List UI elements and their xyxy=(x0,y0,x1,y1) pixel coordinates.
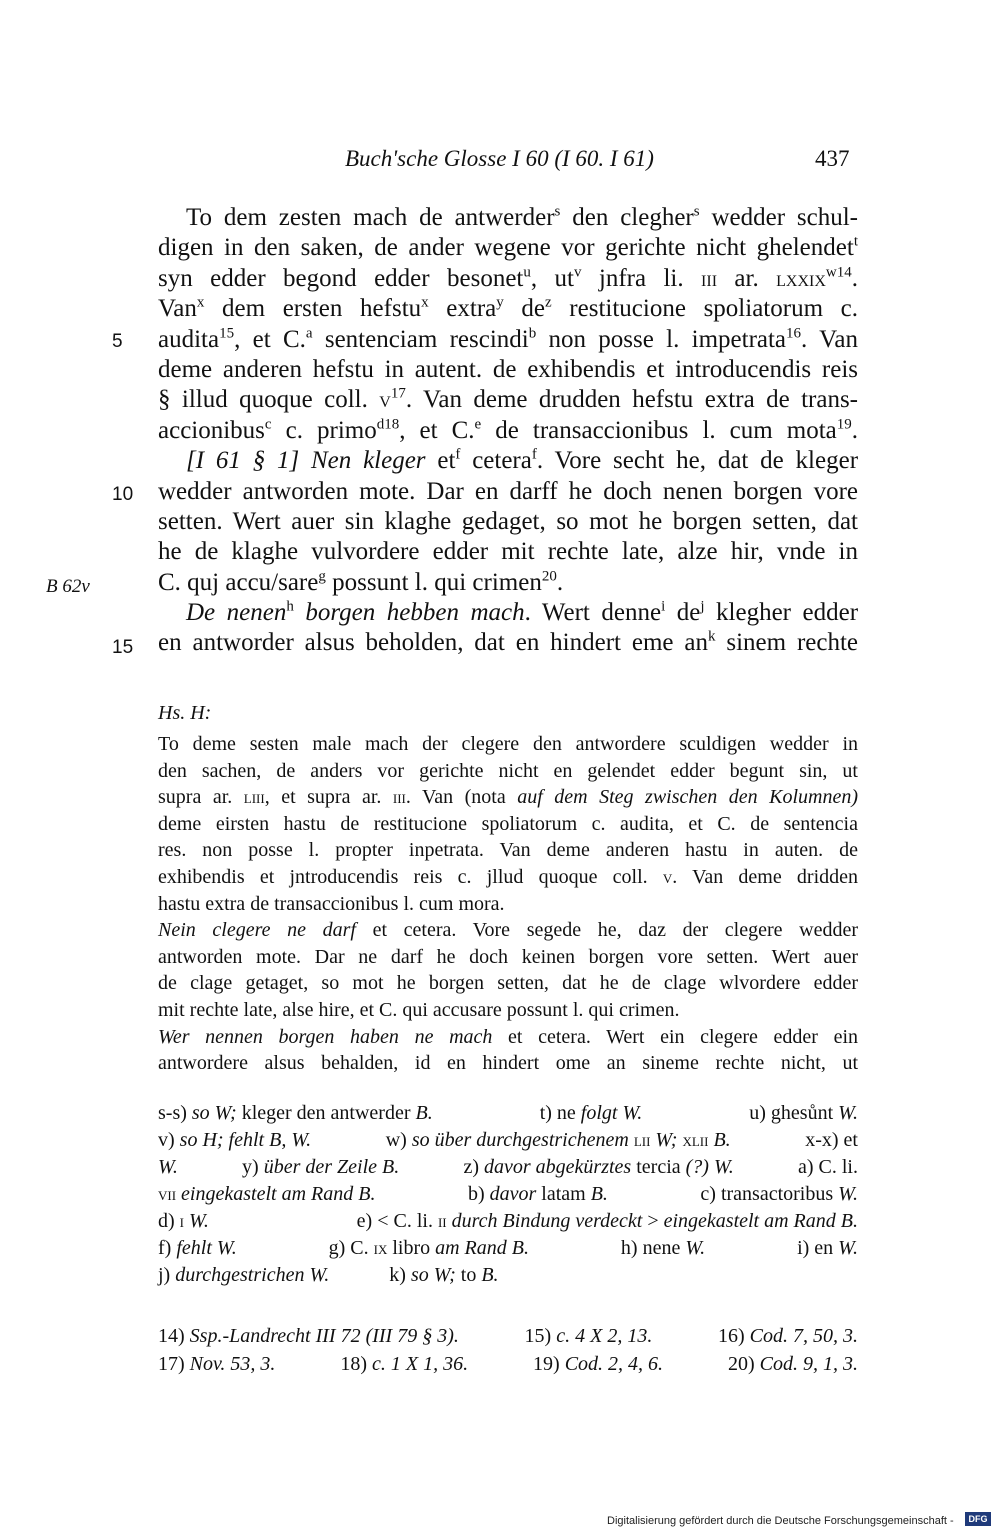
footnote: s-s) so W; kleger den antwerder B. xyxy=(158,1102,433,1124)
note-line xyxy=(158,1235,858,1262)
note-line xyxy=(158,1262,858,1289)
footnote: z) davor abgekürztes tercia (?) W. xyxy=(463,1156,734,1178)
reference-line xyxy=(158,1350,858,1378)
footnote: g) C. ix libro am Rand B. xyxy=(328,1237,529,1259)
text-line: Nein clegere ne darf et cetera. Vore segede he, daz der clegere wedder xyxy=(158,919,858,942)
line-number: 10 xyxy=(112,484,134,505)
footnote: c) transactoribus W. xyxy=(700,1183,858,1205)
reference: 17) Nov. 53, 3. xyxy=(158,1353,276,1375)
manuscript-h-section xyxy=(158,700,858,1077)
reference: 18) c. 1 X 1, 36. xyxy=(340,1353,469,1375)
reference: 15) c. 4 X 2, 13. xyxy=(524,1325,653,1347)
reference: 19) Cod. 2, 4, 6. xyxy=(533,1353,664,1375)
critical-apparatus xyxy=(158,1100,858,1289)
text-line: den sachen, de anders vor gerichte nicht en gelendet edder begunt sin, ut xyxy=(158,759,858,782)
text-line: digen in den saken, de ander wegene vor gerichte nicht ghelendet$^t$ xyxy=(158,234,858,262)
footnote: W. xyxy=(158,1156,178,1178)
margin-reference: B 62v xyxy=(46,576,90,597)
text-line: C. quj accu/sare$^g$ possunt l. qui crimen$^{20}$. xyxy=(158,568,564,596)
text-line: he de klaghe vulvordere edder mit rechte late, alze hir, vnde in xyxy=(158,538,858,566)
reference: 20) Cod. 9, 1, 3. xyxy=(727,1353,858,1375)
text-line: § illud quoque coll. $v^{17}$. Van deme drudden hefstu extra de trans- xyxy=(158,386,858,414)
note-line xyxy=(158,1208,858,1235)
text-line: To deme sesten male mach der clegere den antwordere sculdigen wedder in xyxy=(158,733,858,755)
reference-line xyxy=(158,1322,858,1350)
footnote: vii eingekastelt am Rand B. xyxy=(158,1183,376,1205)
text-line: setten. Wert auer sin klaghe gedaget, so mot he borgen setten, dat xyxy=(158,507,858,535)
section-label: Hs. H: xyxy=(158,702,212,724)
text-line: De nenen$^h$ borgen hebben mach. Wert denne$^i$ $de^j$ klegher edder xyxy=(186,598,859,627)
text-line: wedder antworden mote. Dar en darff he doch nenen borgen vore xyxy=(158,477,858,505)
text-line: res. non posse l. propter inpetrata. Van deme anderen hastu in auten. de xyxy=(158,839,858,862)
note-line xyxy=(158,1154,858,1181)
text-line: deme anderen hefstu in autent. de exhibendis et introducendis reis xyxy=(158,355,858,383)
line-number: 15 xyxy=(112,637,134,658)
footnote: b) davor latam B. xyxy=(467,1183,608,1205)
text-line: audita$^{15}$, et C.$^a$ sentenciam rescindi$^b$ non posse l. impetrata$^{16}$. Van xyxy=(158,325,858,353)
text-line: deme eirsten hastu de restitucione spoliatorum c. audita, et C. de sentencia xyxy=(158,812,858,835)
running-title: Buch'sche Glosse I 60 (I 60. I 61) xyxy=(345,146,654,171)
footnote: k) so W; to B. xyxy=(389,1264,499,1286)
dfg-logo-icon: DFG xyxy=(965,1512,991,1526)
text-line: supra ar. liii, et supra ar. iii. Van (nota auf dem Steg zwischen den Kolumnen) xyxy=(158,786,859,809)
text-line: exhibendis et jntroducendis reis c. jllud quoque coll. v. Van deme dridden xyxy=(158,865,858,888)
text-line: antworden mote. Dar ne darf he doch keinen borgen vore setten. Wert auer xyxy=(158,945,858,968)
note-line xyxy=(158,1100,858,1127)
footnote: v) so H; fehlt B, W. xyxy=(158,1129,312,1151)
text-line: syn edder begond edder besonet$^u$, $ut^v$ jnfra li. iii ar. lxxix$^{w14}$. xyxy=(158,264,858,292)
footnote: w) so über durchgestrichenem lii W; xlii B. xyxy=(385,1129,731,1151)
running-header xyxy=(0,146,1000,180)
footnote: y) über der Zeile B. xyxy=(242,1156,400,1178)
footnote: h) nene W. xyxy=(620,1237,706,1259)
footnote: d) i W. xyxy=(158,1210,209,1232)
reference: 16) Cod. 7, 50, 3. xyxy=(717,1325,858,1347)
line-number: 5 xyxy=(112,331,123,352)
footnote: x-x) et xyxy=(805,1129,858,1151)
text-line: hastu extra de transaccionibus l. cum mora. xyxy=(158,892,505,915)
footnote: f) fehlt W. xyxy=(158,1237,237,1259)
note-line xyxy=(158,1181,858,1208)
text-line: de clage getaget, so mot he borgen setten, dat he de clage wlvordere edder xyxy=(158,972,858,995)
text-line: Wer nennen borgen haben ne mach et cetera. Wert ein clegere edder ein xyxy=(158,1025,859,1048)
source-references xyxy=(158,1322,858,1378)
footnote: i) en W. xyxy=(797,1237,858,1259)
text-line: To dem zesten mach de antwerder$^s$ den clegher$^s$ wedder schul- xyxy=(186,203,859,231)
footnote: j) durchgestrichen W. xyxy=(158,1264,330,1286)
text-line: en antworder alsus beholden, dat en hindert eme $an^k$ sinem rechte xyxy=(158,629,859,657)
footnote: a) C. li. xyxy=(798,1156,858,1178)
note-line xyxy=(158,1127,858,1154)
text-line: antwordere alsus behalden, id en hindert ome an sineme rechte nicht, ut xyxy=(158,1052,858,1075)
text-line: accionibus$^c$ c. primo$^{d18}$, et C.$^e$ de transaccionibus l. cum mota$^{19}$. xyxy=(158,416,858,444)
digitization-credit: Digitalisierung gefördert durch die Deutsche Forschungsgemeinschaft - xyxy=(607,1515,954,1527)
footnote: t) ne folgt W. xyxy=(539,1102,643,1124)
text-line: mit rechte late, alse hire, et C. qui accusare possunt l. qui crimen. xyxy=(158,998,680,1021)
reference: 14) Ssp.-Landrecht III 72 (III 79 § 3). xyxy=(158,1325,459,1347)
main-text xyxy=(158,203,858,659)
text-line: Van$^x$ dem ersten hefstu$^x$ extra$^y$ $de^z$ restitucione spoliatorum c. xyxy=(158,294,858,323)
page-number: 437 xyxy=(815,146,850,171)
text-line: [I 61 § 1] Nen kleger $et^f$ cetera$^f$. Vore secht he, dat de kleger xyxy=(186,446,859,475)
footnote: u) ghesůnt W. xyxy=(749,1102,858,1124)
footnote: e) < C. li. ii durch Bindung verdeckt > eingekastelt am Rand B. xyxy=(356,1210,858,1232)
